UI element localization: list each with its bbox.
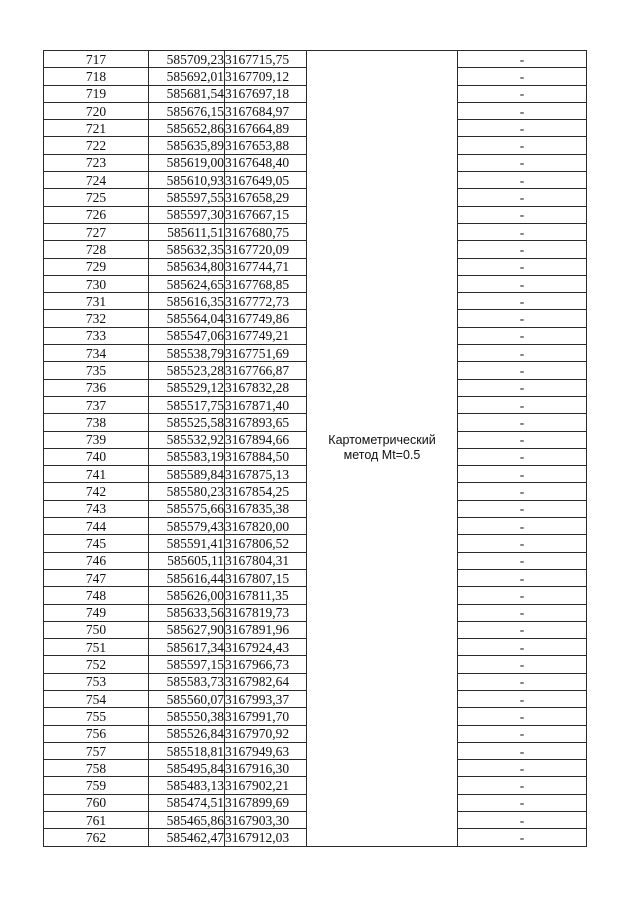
x-coordinate-cell: 585560,07 [149,690,225,707]
x-coordinate-cell: 585583,73 [149,673,225,690]
accuracy-cell: - [458,137,587,154]
accuracy-cell: - [458,120,587,137]
y-coordinate-cell: 3167715,75 [225,51,307,68]
x-coordinate-cell: 585692,01 [149,68,225,85]
accuracy-cell: - [458,794,587,811]
accuracy-cell: - [458,483,587,500]
accuracy-cell: - [458,569,587,586]
x-coordinate-cell: 585518,81 [149,742,225,759]
accuracy-cell: - [458,448,587,465]
accuracy-cell: - [458,310,587,327]
x-coordinate-cell: 585624,65 [149,275,225,292]
point-number-cell: 737 [44,396,149,413]
point-number-cell: 733 [44,327,149,344]
point-number-cell: 744 [44,518,149,535]
y-coordinate-cell: 3167811,35 [225,587,307,604]
point-number-cell: 734 [44,345,149,362]
y-coordinate-cell: 3167697,18 [225,85,307,102]
accuracy-cell: - [458,189,587,206]
table-row [44,51,587,68]
y-coordinate-cell: 3167894,66 [225,431,307,448]
accuracy-cell: - [458,673,587,690]
y-coordinate-cell: 3167667,15 [225,206,307,223]
y-coordinate-cell: 3167804,31 [225,552,307,569]
x-coordinate-cell: 585633,56 [149,604,225,621]
point-number-cell: 748 [44,587,149,604]
y-coordinate-cell: 3167871,40 [225,396,307,413]
x-coordinate-cell: 585589,84 [149,466,225,483]
point-number-cell: 732 [44,310,149,327]
point-number-cell: 760 [44,794,149,811]
accuracy-cell: - [458,241,587,258]
y-coordinate-cell: 3167902,21 [225,777,307,794]
x-coordinate-cell: 585652,86 [149,120,225,137]
accuracy-cell: - [458,206,587,223]
point-number-cell: 724 [44,172,149,189]
point-number-cell: 754 [44,690,149,707]
point-number-cell: 743 [44,500,149,517]
accuracy-cell: - [458,154,587,171]
point-number-cell: 746 [44,552,149,569]
y-coordinate-cell: 3167768,85 [225,275,307,292]
x-coordinate-cell: 585611,51 [149,223,225,240]
y-coordinate-cell: 3167684,97 [225,102,307,119]
x-coordinate-cell: 585597,15 [149,656,225,673]
x-coordinate-cell: 585591,41 [149,535,225,552]
point-number-cell: 735 [44,362,149,379]
x-coordinate-cell: 585538,79 [149,345,225,362]
y-coordinate-cell: 3167751,69 [225,345,307,362]
y-coordinate-cell: 3167648,40 [225,154,307,171]
accuracy-cell: - [458,621,587,638]
y-coordinate-cell: 3167680,75 [225,223,307,240]
accuracy-cell: - [458,51,587,68]
accuracy-cell: - [458,552,587,569]
accuracy-cell: - [458,777,587,794]
accuracy-cell: - [458,639,587,656]
y-coordinate-cell: 3167854,25 [225,483,307,500]
x-coordinate-cell: 585547,06 [149,327,225,344]
accuracy-cell: - [458,708,587,725]
x-coordinate-cell: 585616,44 [149,569,225,586]
x-coordinate-cell: 585605,11 [149,552,225,569]
point-number-cell: 752 [44,656,149,673]
point-number-cell: 745 [44,535,149,552]
accuracy-cell: - [458,345,587,362]
point-number-cell: 747 [44,569,149,586]
accuracy-cell: - [458,258,587,275]
x-coordinate-cell: 585550,38 [149,708,225,725]
accuracy-cell: - [458,223,587,240]
coordinates-table-body [44,51,587,847]
x-coordinate-cell: 585632,35 [149,241,225,258]
point-number-cell: 750 [44,621,149,638]
y-coordinate-cell: 3167916,30 [225,760,307,777]
accuracy-cell: - [458,725,587,742]
y-coordinate-cell: 3167766,87 [225,362,307,379]
x-coordinate-cell: 585616,35 [149,293,225,310]
point-number-cell: 731 [44,293,149,310]
accuracy-cell: - [458,587,587,604]
y-coordinate-cell: 3167899,69 [225,794,307,811]
accuracy-cell: - [458,535,587,552]
x-coordinate-cell: 585619,00 [149,154,225,171]
point-number-cell: 740 [44,448,149,465]
point-number-cell: 759 [44,777,149,794]
accuracy-cell: - [458,690,587,707]
accuracy-cell: - [458,68,587,85]
accuracy-cell: - [458,102,587,119]
point-number-cell: 722 [44,137,149,154]
x-coordinate-cell: 585462,47 [149,829,225,846]
y-coordinate-cell: 3167835,38 [225,500,307,517]
x-coordinate-cell: 585597,55 [149,189,225,206]
point-number-cell: 736 [44,379,149,396]
accuracy-cell: - [458,760,587,777]
accuracy-cell: - [458,275,587,292]
point-number-cell: 720 [44,102,149,119]
accuracy-cell: - [458,396,587,413]
y-coordinate-cell: 3167993,37 [225,690,307,707]
point-number-cell: 756 [44,725,149,742]
point-number-cell: 742 [44,483,149,500]
y-coordinate-cell: 3167658,29 [225,189,307,206]
y-coordinate-cell: 3167649,05 [225,172,307,189]
x-coordinate-cell: 585617,34 [149,639,225,656]
accuracy-cell: - [458,604,587,621]
y-coordinate-cell: 3167832,28 [225,379,307,396]
point-number-cell: 749 [44,604,149,621]
point-number-cell: 719 [44,85,149,102]
point-number-cell: 726 [44,206,149,223]
y-coordinate-cell: 3167806,52 [225,535,307,552]
y-coordinate-cell: 3167749,21 [225,327,307,344]
accuracy-cell: - [458,327,587,344]
y-coordinate-cell: 3167970,92 [225,725,307,742]
method-text-line: Картометрический [328,433,436,448]
y-coordinate-cell: 3167949,63 [225,742,307,759]
point-number-cell: 725 [44,189,149,206]
point-number-cell: 723 [44,154,149,171]
point-number-cell: 721 [44,120,149,137]
accuracy-cell: - [458,829,587,846]
x-coordinate-cell: 585627,90 [149,621,225,638]
x-coordinate-cell: 585532,92 [149,431,225,448]
point-number-cell: 758 [44,760,149,777]
x-coordinate-cell: 585635,89 [149,137,225,154]
y-coordinate-cell: 3167820,00 [225,518,307,535]
accuracy-cell: - [458,293,587,310]
accuracy-cell: - [458,656,587,673]
point-number-cell: 741 [44,466,149,483]
x-coordinate-cell: 585634,80 [149,258,225,275]
accuracy-cell: - [458,812,587,829]
accuracy-cell: - [458,466,587,483]
y-coordinate-cell: 3167966,73 [225,656,307,673]
x-coordinate-cell: 585610,93 [149,172,225,189]
y-coordinate-cell: 3167819,73 [225,604,307,621]
accuracy-cell: - [458,362,587,379]
x-coordinate-cell: 585681,54 [149,85,225,102]
accuracy-cell: - [458,85,587,102]
point-number-cell: 738 [44,414,149,431]
y-coordinate-cell: 3167991,70 [225,708,307,725]
accuracy-cell: - [458,172,587,189]
accuracy-cell: - [458,379,587,396]
y-coordinate-cell: 3167884,50 [225,448,307,465]
x-coordinate-cell: 585474,51 [149,794,225,811]
accuracy-cell: - [458,742,587,759]
y-coordinate-cell: 3167744,71 [225,258,307,275]
x-coordinate-cell: 585483,13 [149,777,225,794]
point-number-cell: 751 [44,639,149,656]
y-coordinate-cell: 3167924,43 [225,639,307,656]
method-cell [307,51,458,847]
point-number-cell: 753 [44,673,149,690]
point-number-cell: 755 [44,708,149,725]
y-coordinate-cell: 3167912,03 [225,829,307,846]
point-number-cell: 761 [44,812,149,829]
y-coordinate-cell: 3167664,89 [225,120,307,137]
x-coordinate-cell: 585597,30 [149,206,225,223]
x-coordinate-cell: 585676,15 [149,102,225,119]
y-coordinate-cell: 3167653,88 [225,137,307,154]
x-coordinate-cell: 585580,23 [149,483,225,500]
y-coordinate-cell: 3167772,73 [225,293,307,310]
x-coordinate-cell: 585583,19 [149,448,225,465]
y-coordinate-cell: 3167891,96 [225,621,307,638]
accuracy-cell: - [458,431,587,448]
y-coordinate-cell: 3167709,12 [225,68,307,85]
point-number-cell: 729 [44,258,149,275]
point-number-cell: 717 [44,51,149,68]
x-coordinate-cell: 585517,75 [149,396,225,413]
point-number-cell: 728 [44,241,149,258]
coordinates-table [43,50,587,847]
x-coordinate-cell: 585523,28 [149,362,225,379]
point-number-cell: 727 [44,223,149,240]
x-coordinate-cell: 585526,84 [149,725,225,742]
y-coordinate-cell: 3167749,86 [225,310,307,327]
point-number-cell: 757 [44,742,149,759]
point-number-cell: 762 [44,829,149,846]
y-coordinate-cell: 3167893,65 [225,414,307,431]
x-coordinate-cell: 585465,86 [149,812,225,829]
accuracy-cell: - [458,500,587,517]
point-number-cell: 730 [44,275,149,292]
accuracy-cell: - [458,518,587,535]
x-coordinate-cell: 585564,04 [149,310,225,327]
point-number-cell: 718 [44,68,149,85]
y-coordinate-cell: 3167982,64 [225,673,307,690]
y-coordinate-cell: 3167903,30 [225,812,307,829]
x-coordinate-cell: 585529,12 [149,379,225,396]
y-coordinate-cell: 3167807,15 [225,569,307,586]
x-coordinate-cell: 585626,00 [149,587,225,604]
x-coordinate-cell: 585575,66 [149,500,225,517]
y-coordinate-cell: 3167720,09 [225,241,307,258]
x-coordinate-cell: 585709,23 [149,51,225,68]
accuracy-cell: - [458,414,587,431]
x-coordinate-cell: 585495,84 [149,760,225,777]
method-text-line: метод Mt=0.5 [343,448,421,463]
y-coordinate-cell: 3167875,13 [225,466,307,483]
x-coordinate-cell: 585525,58 [149,414,225,431]
x-coordinate-cell: 585579,43 [149,518,225,535]
point-number-cell: 739 [44,431,149,448]
